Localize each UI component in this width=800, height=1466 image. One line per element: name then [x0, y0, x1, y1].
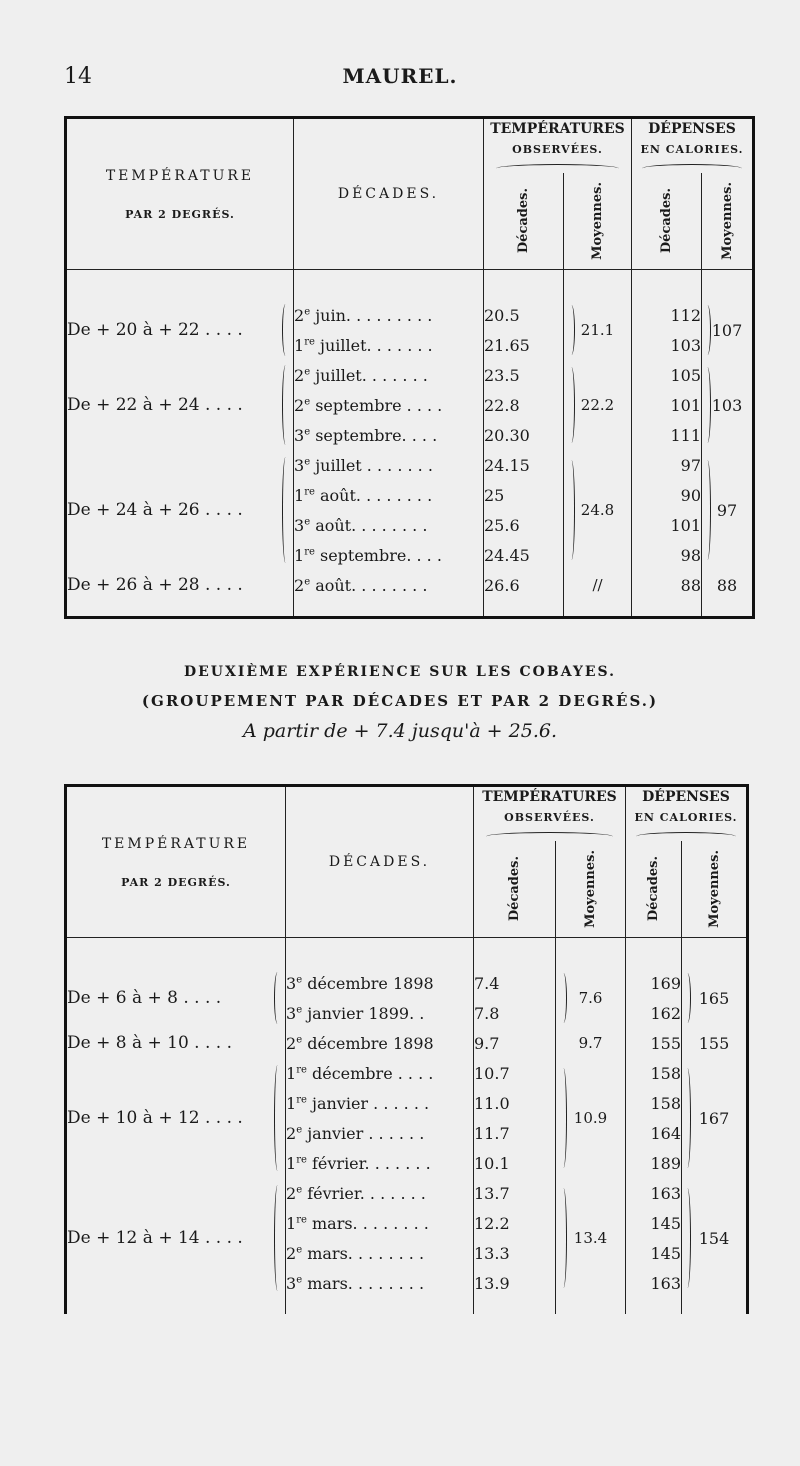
- temperature-range: De + 26 à + 28 . . . .: [66, 570, 294, 600]
- caption-range: A partir de + 7.4 jusqu'à + 25.6.: [242, 720, 557, 742]
- temperature-mean: 24.8: [564, 450, 632, 570]
- calorie-value: 97: [632, 450, 702, 480]
- temperature-value: 22.8: [484, 390, 564, 420]
- temperature-range: De + 20 à + 22 . . . .: [66, 300, 294, 360]
- table-row: [66, 1178, 748, 1208]
- table-body: [66, 938, 748, 1315]
- calorie-mean: 165: [682, 968, 748, 1028]
- decade-label: 2e mars. . . . . . . .: [286, 1238, 474, 1268]
- temperature-value: 9.7: [474, 1028, 556, 1058]
- temperature-mean: 7.6: [556, 968, 626, 1028]
- header-decades: DÉCADES.: [294, 118, 484, 270]
- calorie-value: 98: [632, 540, 702, 570]
- subheader-moyennes-temp: Moyennes.: [564, 173, 632, 270]
- calorie-mean: 88: [716, 575, 738, 595]
- temperature-range: De + 12 à + 14 . . . .: [66, 1178, 286, 1298]
- calorie-value: 101: [632, 390, 702, 420]
- subheader-decades-temp: Décades.: [474, 841, 556, 938]
- decade-label: 2e février. . . . . . .: [286, 1178, 474, 1208]
- table-row: [66, 360, 754, 390]
- temperature-value: 24.45: [484, 540, 564, 570]
- table-second-experiment: [64, 784, 749, 1314]
- decade-label: 1re janvier . . . . . .: [286, 1088, 474, 1118]
- temperature-value: 11.0: [474, 1088, 556, 1118]
- decade-label: 1re mars. . . . . . . .: [286, 1208, 474, 1238]
- table-row: [66, 570, 754, 600]
- decade-label: 3e janvier 1899. .: [286, 998, 474, 1028]
- temperature-value: 10.7: [474, 1058, 556, 1088]
- decade-label: 1re août. . . . . . . .: [294, 480, 484, 510]
- decade-label: 2e septembre . . . .: [294, 390, 484, 420]
- temperature-range: De + 6 à + 8 . . . .: [66, 968, 286, 1028]
- temperature-value: 23.5: [484, 360, 564, 390]
- decade-label: 1re septembre. . . .: [294, 540, 484, 570]
- decade-label: 1re février. . . . . . .: [286, 1148, 474, 1178]
- temperature-value: 13.3: [474, 1238, 556, 1268]
- temperature-range: De + 24 à + 26 . . . .: [66, 450, 294, 570]
- temperature-mean: 13.4: [556, 1178, 626, 1298]
- header-decades: DÉCADES.: [286, 786, 474, 938]
- subheader-decades-temp: Décades.: [484, 173, 564, 270]
- decade-label: 2e juin. . . . . . . . .: [294, 300, 484, 330]
- temperature-value: 24.15: [484, 450, 564, 480]
- calorie-value: 103: [632, 330, 702, 360]
- decade-label: 2e août. . . . . . . .: [294, 570, 484, 600]
- header-temperature: TEMPÉRATURE PAR 2 DEGRÉS.: [66, 786, 286, 938]
- calorie-value: 158: [626, 1058, 682, 1088]
- captions: [0, 664, 800, 742]
- decade-label: 1re décembre . . . .: [286, 1058, 474, 1088]
- table-row: [66, 968, 748, 998]
- page-number: 14: [64, 64, 92, 89]
- temperature-value: 12.2: [474, 1208, 556, 1238]
- table-row: [66, 450, 754, 480]
- calorie-mean: 103: [702, 360, 754, 450]
- table-row: [66, 300, 754, 330]
- subheader-moyennes-temp: Moyennes.: [556, 841, 626, 938]
- temperature-value: 25: [484, 480, 564, 510]
- temperature-mean: 21.1: [564, 300, 632, 360]
- temperature-range: De + 10 à + 12 . . . .: [66, 1058, 286, 1178]
- temperature-range: De + 8 à + 10 . . . .: [66, 1028, 286, 1058]
- calorie-value: 163: [626, 1268, 682, 1298]
- calorie-value: 158: [626, 1088, 682, 1118]
- table-body: [66, 270, 754, 618]
- temperature-value: 11.7: [474, 1118, 556, 1148]
- temperature-value: 7.4: [474, 968, 556, 998]
- calorie-mean: 155: [698, 1033, 730, 1053]
- table-row: [66, 1028, 748, 1058]
- page-header: [0, 64, 800, 94]
- decade-label: 3e mars. . . . . . . .: [286, 1268, 474, 1298]
- header-depenses-calories: DÉPENSES EN CALORIES.: [632, 118, 754, 174]
- temperature-value: 20.5: [484, 300, 564, 330]
- calorie-mean: 167: [682, 1058, 748, 1178]
- decade-label: 3e juillet . . . . . . .: [294, 450, 484, 480]
- temperature-mean: 9.7: [556, 1028, 626, 1058]
- temperature-value: 25.6: [484, 510, 564, 540]
- calorie-mean: 154: [682, 1178, 748, 1298]
- subheader-decades-cal: Décades.: [626, 841, 682, 938]
- header-temperatures-observed: TEMPÉRATURES OBSERVÉES.: [484, 118, 632, 174]
- temperature-value: 13.9: [474, 1268, 556, 1298]
- calorie-value: 111: [632, 420, 702, 450]
- table-first-experiment: [64, 116, 755, 619]
- calorie-value: 162: [626, 998, 682, 1028]
- calorie-value: 155: [626, 1028, 682, 1058]
- subheader-decades-cal: Décades.: [632, 173, 702, 270]
- temperature-mean: //: [564, 570, 632, 600]
- calorie-mean: 107: [702, 300, 754, 360]
- header-depenses-calories: DÉPENSES EN CALORIES.: [626, 786, 748, 842]
- table-row: [66, 1058, 748, 1088]
- calorie-value: 145: [626, 1208, 682, 1238]
- temperature-value: 7.8: [474, 998, 556, 1028]
- header-temperatures-observed: TEMPÉRATURES OBSERVÉES.: [474, 786, 626, 842]
- decade-label: 2e juillet. . . . . . .: [294, 360, 484, 390]
- temperature-value: 26.6: [484, 570, 564, 600]
- temperature-value: 10.1: [474, 1148, 556, 1178]
- calorie-value: 164: [626, 1118, 682, 1148]
- calorie-value: 90: [632, 480, 702, 510]
- temperature-mean: 22.2: [564, 360, 632, 450]
- header-temperature: TEMPÉRATURE PAR 2 DEGRÉS.: [66, 118, 294, 270]
- calorie-value: 169: [626, 968, 682, 998]
- calorie-value: 163: [626, 1178, 682, 1208]
- calorie-value: 101: [632, 510, 702, 540]
- subheader-moyennes-cal: Moyennes.: [682, 841, 748, 938]
- caption-subtitle: (GROUPEMENT PAR DÉCADES ET PAR 2 DEGRÉS.): [141, 692, 659, 710]
- decade-label: 3e décembre 1898: [286, 968, 474, 998]
- calorie-value: 112: [632, 300, 702, 330]
- decade-label: 2e janvier . . . . . .: [286, 1118, 474, 1148]
- decade-label: 3e août. . . . . . . .: [294, 510, 484, 540]
- calorie-value: 88: [632, 570, 702, 600]
- calorie-value: 105: [632, 360, 702, 390]
- temperature-range: De + 22 à + 24 . . . .: [66, 360, 294, 450]
- decade-label: 2e décembre 1898: [286, 1028, 474, 1058]
- calorie-value: 189: [626, 1148, 682, 1178]
- temperature-value: 20.30: [484, 420, 564, 450]
- calorie-value: 145: [626, 1238, 682, 1268]
- caption-title: DEUXIÈME EXPÉRIENCE SUR LES COBAYES.: [183, 664, 617, 680]
- subheader-moyennes-cal: Moyennes.: [702, 173, 754, 270]
- decade-label: 1re juillet. . . . . . .: [294, 330, 484, 360]
- decade-label: 3e septembre. . . .: [294, 420, 484, 450]
- temperature-value: 13.7: [474, 1178, 556, 1208]
- calorie-mean: 97: [702, 450, 754, 570]
- temperature-mean: 10.9: [556, 1058, 626, 1178]
- running-head: MAUREL.: [342, 64, 458, 88]
- temperature-value: 21.65: [484, 330, 564, 360]
